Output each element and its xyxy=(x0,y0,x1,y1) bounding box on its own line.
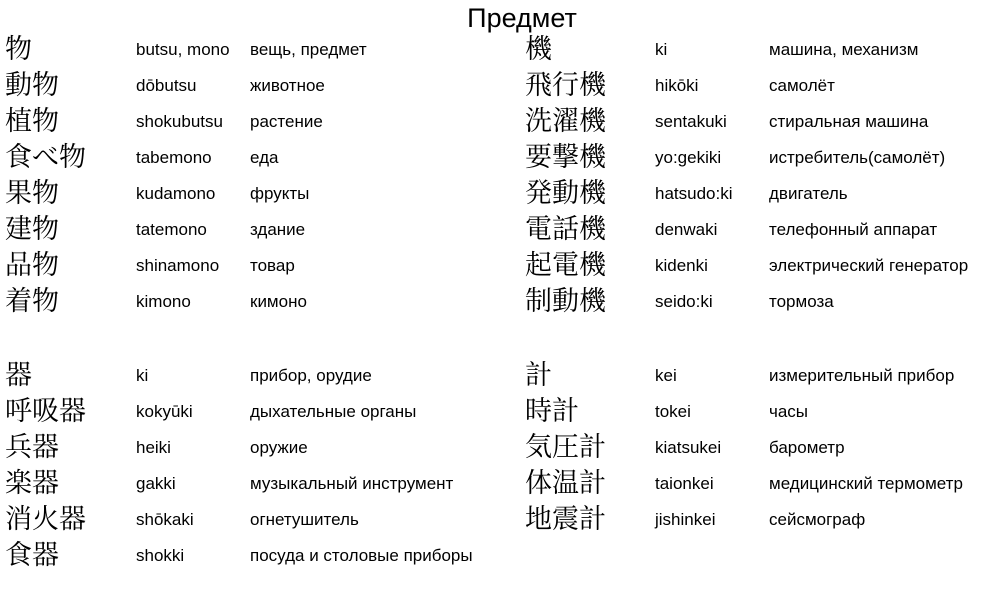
romaji-reading: kokyūki xyxy=(136,402,193,421)
kanji-word: 計 xyxy=(525,360,552,391)
kanji-word: 洗濯機 xyxy=(525,106,606,137)
romaji-reading: seido:ki xyxy=(655,292,713,311)
kanji-word: 器 xyxy=(5,360,32,391)
vocab-row xyxy=(0,140,1007,176)
russian-meaning: истребитель(самолёт) xyxy=(769,148,946,167)
romaji-reading: tabemono xyxy=(136,148,212,167)
russian-meaning: еда xyxy=(250,148,279,167)
vocab-row xyxy=(0,248,1007,284)
russian-meaning: огнетушитель xyxy=(250,510,359,529)
romaji-reading: tokei xyxy=(655,402,691,421)
russian-meaning: тормоза xyxy=(769,292,834,311)
kanji-word: 消火器 xyxy=(5,504,86,535)
russian-meaning: телефонный аппарат xyxy=(769,220,938,239)
kanji-word: 機 xyxy=(525,34,552,65)
romaji-reading: kidenki xyxy=(655,256,708,275)
russian-meaning: измерительный прибор xyxy=(769,366,955,385)
russian-meaning: музыкальный инструмент xyxy=(250,474,454,493)
kanji-word: 飛行機 xyxy=(525,70,606,101)
vocab-row xyxy=(0,358,1007,394)
russian-meaning: дыхательные органы xyxy=(250,402,417,421)
russian-meaning: растение xyxy=(250,112,323,131)
romaji-reading: shokubutsu xyxy=(136,112,223,131)
kanji-word: 食べ物 xyxy=(5,142,86,173)
russian-meaning: барометр xyxy=(769,438,845,457)
romaji-reading: taionkei xyxy=(655,474,714,493)
romaji-reading: shōkaki xyxy=(136,510,194,529)
russian-meaning: двигатель xyxy=(769,184,848,203)
romaji-reading: kudamono xyxy=(136,184,216,203)
russian-meaning: сейсмограф xyxy=(769,510,866,529)
kanji-word: 建物 xyxy=(5,214,59,245)
romaji-reading: tatemono xyxy=(136,220,207,239)
kanji-word: 発動機 xyxy=(525,178,606,209)
romaji-reading: kei xyxy=(655,366,677,385)
vocab-row xyxy=(0,176,1007,212)
russian-meaning: здание xyxy=(250,220,306,239)
russian-meaning: товар xyxy=(250,256,295,275)
romaji-reading: ki xyxy=(136,366,149,385)
kanji-word: 電話機 xyxy=(525,214,606,245)
russian-meaning: животное xyxy=(250,76,325,95)
vocab-row xyxy=(0,104,1007,140)
kanji-word: 地震計 xyxy=(525,504,606,535)
russian-meaning: машина, механизм xyxy=(769,40,919,59)
page-title: Предмет xyxy=(467,3,577,33)
kanji-word: 食器 xyxy=(5,540,59,571)
romaji-reading: denwaki xyxy=(655,220,718,239)
russian-meaning: медицинский термометр xyxy=(769,474,963,493)
vocab-row xyxy=(0,68,1007,104)
romaji-reading: jishinkei xyxy=(655,510,716,529)
russian-meaning: прибор, орудие xyxy=(250,366,372,385)
vocab-row xyxy=(0,394,1007,430)
kanji-word: 品物 xyxy=(5,250,59,281)
kanji-word: 時計 xyxy=(525,396,579,427)
romaji-reading: kimono xyxy=(136,292,191,311)
romaji-reading: butsu, mono xyxy=(136,40,230,59)
romaji-reading: hikōki xyxy=(655,76,699,95)
kanji-word: 呼吸器 xyxy=(5,396,86,427)
kanji-word: 気圧計 xyxy=(525,432,606,463)
vocab-row xyxy=(0,32,1007,68)
romaji-reading: heiki xyxy=(136,438,171,457)
russian-meaning: оружие xyxy=(250,438,308,457)
vocab-row xyxy=(0,284,1007,320)
romaji-reading: shokki xyxy=(136,546,185,565)
romaji-reading: ki xyxy=(655,40,668,59)
kanji-word: 体温計 xyxy=(525,468,606,499)
vocab-row xyxy=(0,212,1007,248)
romaji-reading: hatsudo:ki xyxy=(655,184,733,203)
romaji-reading: dōbutsu xyxy=(136,76,197,95)
russian-meaning: фрукты xyxy=(250,184,310,203)
kanji-word: 制動機 xyxy=(525,286,606,317)
kanji-word: 動物 xyxy=(5,70,59,101)
vocab-row xyxy=(0,502,1007,538)
russian-meaning: самолёт xyxy=(769,76,835,95)
vocab-row xyxy=(0,538,1007,574)
russian-meaning: стиральная машина xyxy=(769,112,929,131)
russian-meaning: посуда и столовые приборы xyxy=(250,546,473,565)
russian-meaning: электрический генератор xyxy=(769,256,969,275)
vocab-row xyxy=(0,430,1007,466)
russian-meaning: часы xyxy=(769,402,809,421)
romaji-reading: yo:gekiki xyxy=(655,148,722,167)
kanji-word: 楽器 xyxy=(5,468,59,499)
romaji-reading: sentakuki xyxy=(655,112,727,131)
romaji-reading: gakki xyxy=(136,474,176,493)
romaji-reading: kiatsukei xyxy=(655,438,722,457)
vocab-row xyxy=(0,466,1007,502)
kanji-word: 植物 xyxy=(5,106,59,137)
russian-meaning: вещь, предмет xyxy=(250,40,367,59)
kanji-word: 兵器 xyxy=(5,432,59,463)
kanji-word: 着物 xyxy=(5,286,59,317)
kanji-word: 物 xyxy=(5,34,32,65)
kanji-word: 要撃機 xyxy=(525,142,606,173)
kanji-word: 起電機 xyxy=(525,250,606,281)
russian-meaning: кимоно xyxy=(250,292,307,311)
romaji-reading: shinamono xyxy=(136,256,220,275)
kanji-word: 果物 xyxy=(5,178,59,209)
